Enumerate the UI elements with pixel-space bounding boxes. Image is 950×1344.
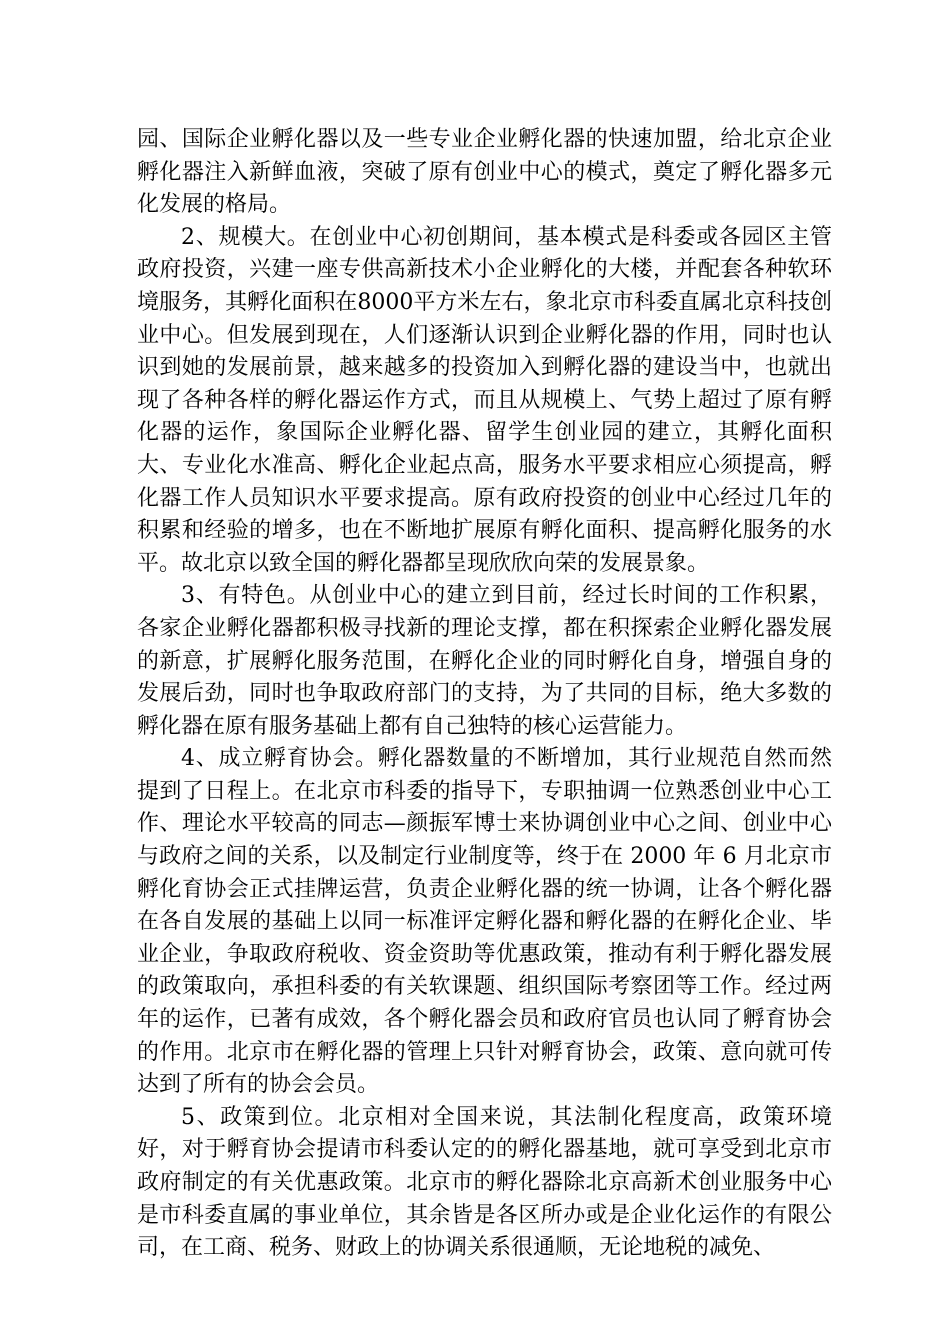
paragraph-4: 4、成立孵育协会。孵化器数量的不断增加，其行业规范自然而然提到了日程上。在北京市科委的指导下，专职抽调一位熟悉创业中心工作、理论水平较高的同志—颜振军博士来协调创业中心之间、创业中心与政府之间的关系，以及制定行业制度等，终于在 2000 年 6 月北京市孵化育协会正式挂牌运营，负责企业孵化器的统一协调，让各个孵化器在各自发展的基础上以同一标准评定孵化器和孵化器的在孵化企业、毕业企业，争取政府税收、资金资助等优惠政策，推动有利于孵化器发展的政策取向，承担科委的有关软课题、组织国际考察团等工作。经过两年的运作，已著有成效，各个孵化器会员和政府官员也认同了孵育协会的作用。北京市在孵化器的管理上只针对孵育协会，政策、意向就可传达到了所有的协会会员。 [137,746,832,1098]
paragraph-3: 3、有特色。从创业中心的建立到目前，经过长时间的工作积累，各家企业孵化器都积极寻找新的理论支撑，都在积探索企业孵化器发展的新意，扩展孵化服务范围，在孵化企业的同时孵化自身，增强自身的发展后劲，同时也争取政府部门的支持，为了共同的目标，绝大多数的孵化器在原有服务基础上都有自己独特的核心运营能力。 [137,583,832,739]
body-text [137,124,832,1265]
paragraph-1: 园、国际企业孵化器以及一些专业企业孵化器的快速加盟，给北京企业孵化器注入新鲜血液，突破了原有创业中心的模式，奠定了孵化器多元化发展的格局。 [137,127,832,218]
paragraph-2: 2、规模大。在创业中心初创期间，基本模式是科委或各园区主管政府投资，兴建一座专供高新技术小企业孵化的大楼，并配套各种软环境服务，其孵化面积在8000平方米左右，象北京市科委直属北京科技创业中心。但发展到现在，人们逐渐认识到企业孵化器的作用，同时也认识到她的发展前景，越来越多的投资加入到孵化器的建设当中，也就出现了各种各样的孵化器运作方式，而且从规模上、气势上超过了原有孵化器的运作，象国际企业孵化器、留学生创业园的建立，其孵化面积大、专业化水准高、孵化企业起点高，服务水平要求相应心须提高，孵化器工作人员知识水平要求提高。原有政府投资的创业中心经过几年的积累和经验的增多，也在不断地扩展原有孵化面积、提高孵化服务的水平。故北京以致全国的孵化器都呈现欣欣向荣的发展景象。 [137,224,832,576]
paragraph-5: 5、政策到位。北京相对全国来说，其法制化程度高，政策环境好，对于孵育协会提请市科委认定的的孵化器基地，就可享受到北京市政府制定的有关优惠政策。北京市的孵化器除北京高新术创业服务中心是市科委直属的事业单位，其余皆是各区所办或是企业化运作的有限公司，在工商、税务、财政上的协调关系很通顺，无论地税的减免、 [137,1104,832,1261]
